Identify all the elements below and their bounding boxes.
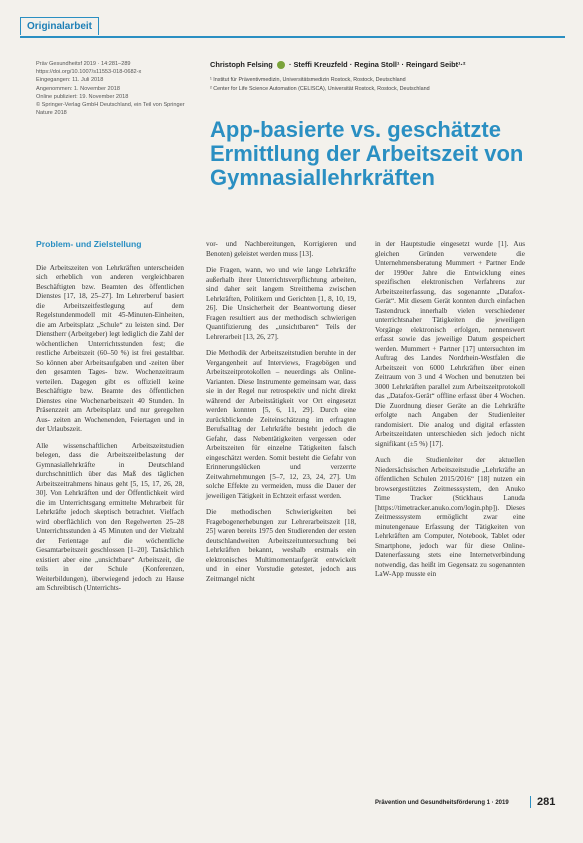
author-first: Christoph Felsing — [210, 60, 273, 69]
article-meta — [36, 60, 196, 117]
affiliations — [210, 76, 550, 93]
paragraph: Die Fragen, wann, wo und wie lange Lehrkräfte außerhalb ihrer Unterrichtsverpflichtung arbeiten, sind daher seit langem Streitthema zwischen Lehrkräften, Politikern und Gerichten [1, 8, 10, 19, 26]. Die Unsicherheit der Beantwortung dieser Fragen resultiert aus der methodisch schwierigen Quantifizierung des „unsichtbaren“ Teils der Lehrerarbeit [13, 26, 27]. — [206, 266, 356, 341]
paragraph: Alle wissenschaftlichen Arbeitszeitstudien belegen, dass die Arbeitszeitbelastung der Gymnasiallehrkräfte in Deutschland durchschnittlich über das Maß des täglichen Arbeitszeitrahmens hinaus geht [5, 15, 17, 26, 28, 30]. Von Lehrkräften und der Öffentlichkeit wird die im Unterrichtsgang ermittelte Mehrarbeit für Lehrkräfte jedoch skeptisch betrachtet. Vielfach wird oberflächlich von den Regelwerten 25–28 Unterrichtsstunden à 45 Minuten und der Vielzahl der Ferientage auf die wöchentliche Gesamtarbeitszeit geschlossen [1–20]. Tatsächlich existiert aber eine „unsichtbare“ Arbeitszeit, die teils in der Schule (Konferenzen, Weiterbildungen), überwiegend jedoch zu Hause am Schreibtisch (Unterrichts- — [36, 441, 184, 592]
author-others: · Steffi Kreuzfeld · Regina Stoll¹ · Reingard Seibt¹·² — [288, 60, 466, 69]
paragraph: vor- und Nachbereitungen, Korrigieren und Benoten) geleistet werden muss [13]. — [206, 240, 356, 258]
meta-copyright: © Springer-Verlag GmbH Deutschland, ein Teil von Springer Nature 2018 — [36, 102, 185, 117]
paragraph: Auch die Studienleiter der aktuellen Niedersächsischen Arbeitszeitstudie „Lehrkräfte an öffentlichen Schulen 2015/2016“ [18] nutzen ein browsergestütztes Zeitmesssystem, den Anuko Time Tracker (Stickhaus Lanuda [https://timetracker.anuko.com/login.php]). Dieses Zeitmesssystem ermöglicht zwar eine minutengenaue Erfassung der Tätigkeiten von Lehrkräften am Computer, Notebook, Tablet oder Smartphone, jedoch war für diese Online-Datenerfassung stets eine Internetverbindung notwendig, das heißt im Gegensatz zu sogenannten LaW-App musste ein — [375, 456, 525, 578]
page-number: 281 — [530, 796, 555, 808]
meta-published: Online publiziert: 19. November 2018 — [36, 93, 129, 100]
paragraph: Die Arbeitszeiten von Lehrkräften unterscheiden sich erheblich von anderen vergleichbaren Beschäftigten bzw. Beamten des öffentlichen Dienstes [17, 18, 25–27]. Im Lehrerberuf basiert die Arbeitszeitfestlegung auf dem Regelstundenmodell mit 45-Minuten-Einheiten, die am Arbeitsplatz „Schule“ zu leisten sind. Der Dienstherr (Arbeitgeber) legt lediglich die Zahl der wöchentlichen Unterrichtsstunden fest; die restliche Arbeitszeit (60–50 %) ist frei gestaltbar. So können aber Arbeitsaufgaben und -zeiten über den gesamten Tages- bzw. Wochenzeitraum verteilen. Dagegen gibt es offiziell keine Beschäftigte bzw. Beamte des öffentlichen Dienstes eine Wochenarbeitszeit 40 Stunden. In Präsenzzeit am Arbeitsplatz und nur geregelten Aus- zeiten an Wochenenden, Feiertagen und in der Urlaubszeit. — [36, 263, 184, 433]
author-line — [210, 60, 550, 69]
meta-doi: https://doi.org/10.1007/s11553-018-0682-x — [36, 69, 142, 76]
body-column-2 — [206, 240, 356, 591]
section-heading: Problem- und Zielstellung — [36, 239, 142, 249]
meta-citation: Präv Gesundheitsf 2019 · 14:281–289 — [36, 61, 131, 67]
affiliation-2: ² Center for Life Science Automation (CELISCA), Universität Rostock, Rostock, Deutschland — [210, 85, 430, 92]
body-column-1 — [36, 240, 184, 601]
section-tag-bar — [20, 16, 565, 38]
meta-received: Eingegangen: 11. Juli 2018 — [36, 77, 104, 84]
meta-accepted: Angenommen: 1. November 2018 — [36, 85, 120, 92]
paragraph: in der Hauptstudie eingesetzt wurde [1]. Aus gleichen Gründen verwendete die Unternehmensberatung Mummert + Partner Ende der 1990er Jahre die Entwicklung eines spezifischen elektronischen Verfahrens zur Arbeitszeiterfassung, das sogenannte „Datafox-Gerät“. Mit diesem Gerät konnten durch einfachen Tastendruck innerhalb vielen verschiedener unterrichtsnaher Tätigkeiten die jeweiligen Vorgänge elektronisch erfolgen, nennenswert erfasst sowie das jeweilige Datum gespeichert werden. Mummert + Partner [17] untersuchten im Auftrag des Landes Nordrhein-Westfalen die Arbeitszeit von 6000 Lehrkräften über einen Zeitraum von 3 und 4 Wochen und benutzten bei 3000 Lehrkräften parallel zum Arbeitszeitprotokoll das „Datafox-Gerät“ offline erfasst über 4 Wochen. Die Zuordnung dieser Geräte an die Lehrkräfte erfolgte nach Angaben der Studienleiter randomisiert. Die analog und digital erfassten Arbeitszeitdaten unterschieden sich jedoch nicht signifikant (±5 %) [17]. — [375, 240, 525, 448]
paragraph: Die Methodik der Arbeitszeitstudien beruhte in der Vergangenheit auf Interviews, Fragebögen und Arbeitszeitprotokollen – neuerdings als Online-Varianten. Diese Instrumente gemeinsam war, dass sie in der Regel nur retrospektiv und nicht direkt während der Arbeitstätigkeit vor Ort eingesetzt werden konnten [5, 6, 11, 29]. Durch eine zurückblickende Zeiteinschätzung im erfragten Berufsalltag der Lehrkräfte besteht jedoch die Gefahr, dass Nebentätigkeiten vergessen oder Arbeitszeiten für einzelne Tätigkeiten falsch eingeschätzt werden. Somit besteht die Gefahr von Erinnerungslücken und verzerrte Zeitwahrnehmungen [5–7, 12, 23, 24, 27]. Um solche Effekte zu vermeiden, muss die Dauer der jeweiligen Tätigkeit in Echtzeit erfasst werden. — [206, 349, 356, 500]
journal-footer: Prävention und Gesundheitsförderung 1 · 2019 — [375, 800, 509, 806]
orcid-icon — [277, 61, 285, 69]
section-label: Originalarbeit — [20, 17, 99, 35]
article-title: App-basierte vs. geschätzte Ermittlung der Arbeitszeit von Gymnasiallehrkräften — [210, 117, 524, 190]
affiliation-1: ¹ Institut für Präventivmedizin, Universitätsmedizin Rostock, Rostock, Deutschland — [210, 77, 406, 83]
paragraph: Die methodischen Schwierigkeiten bei Fragebogenerhebungen zur Lehrerarbeitszeit [18, 25] waren bereits 1975 den Studierenden der ersten deutschlandweiten Arbeitszeituntersuchung bei Lehrkräften bekannt, weshalb erstmals ein elektronisches Multimomentaufgerät entwickelt und in einer Vorstudie getestet, jedoch aus Zeitmangel nicht — [206, 508, 356, 583]
body-column-3 — [375, 240, 525, 587]
